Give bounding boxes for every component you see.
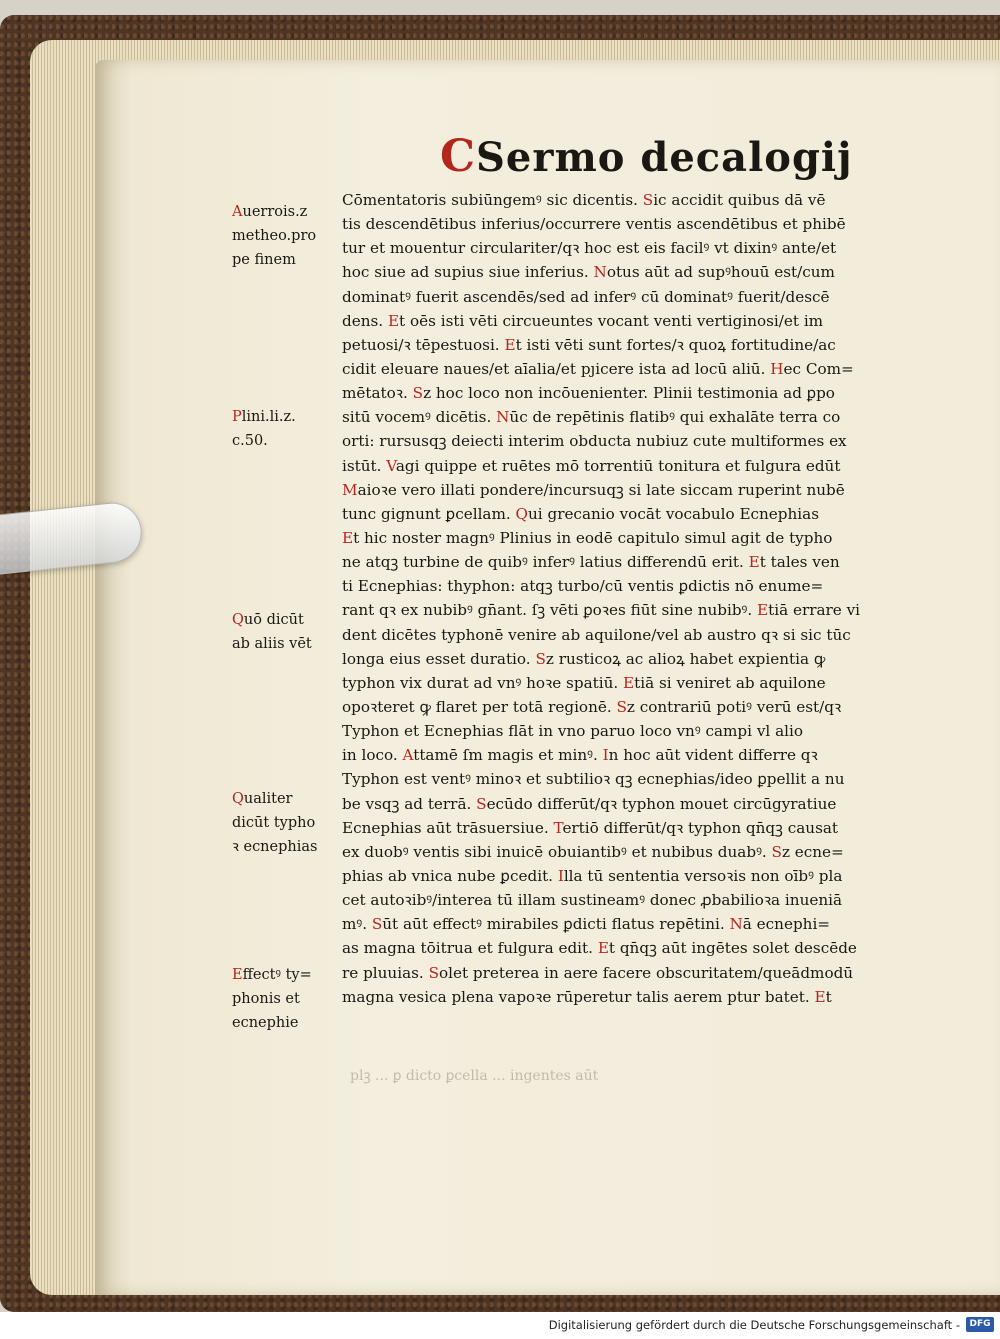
text-line [342, 985, 908, 1009]
text-run: t isti vēti sunt fortes/ꝛ quoꝝ fortitudine/ac [515, 335, 836, 354]
text-line [342, 695, 908, 719]
margin-note-line [232, 1011, 337, 1035]
text-line [342, 381, 908, 405]
text-run: ecūdo differūt/qꝛ typhon mouet circūgyratiue [486, 794, 837, 813]
text-run: z rusticoꝝ ac alioꝝ habet expientia ꝙ [545, 649, 826, 668]
margin-note-line [232, 200, 337, 224]
margin-note-line [232, 963, 337, 987]
text-line [342, 840, 908, 864]
rubric-initial: I [602, 746, 609, 765]
text-run: orti: rursusqꝫ deiecti interim obducta nubiuz cute multiformes ex [342, 432, 847, 451]
text-run: ā ecnephi= [742, 915, 831, 934]
text-run: t hic noster magnꝰ Plinius in eodē capitulo simul agit de typho [353, 528, 833, 547]
rubric-initial: E [623, 673, 635, 692]
text-run: hoc siue ad supius siue inferius. [342, 263, 594, 282]
text-line [342, 743, 908, 767]
text-run: dominatꝰ fuerit ascendēs/sed ad inferꝰ cū dominatꝰ fuerit/descē [342, 287, 830, 306]
text-run: phias ab vnica nube ꝑcedit. [342, 866, 558, 885]
text-run: sitū vocemꝰ dicētis. [342, 408, 497, 427]
text-run: dens. [342, 311, 388, 330]
text-run: t oēs isti vēti circueuntes vocant venti vertiginosi/et im [399, 311, 824, 330]
rubric-initial: N [496, 408, 510, 427]
rubric-initial: S [476, 794, 487, 813]
rubric-initial: E [387, 311, 400, 330]
text-run: ualiter [243, 791, 293, 807]
text-line [342, 236, 908, 260]
text-run: ec Com= [783, 359, 854, 378]
text-line [342, 405, 908, 429]
text-line [342, 526, 908, 550]
rubric-initial: P [232, 409, 242, 425]
text-run: phonis et [232, 991, 300, 1007]
text-run: n hoc aūt vident differre qꝛ [608, 746, 818, 765]
rubric-initial: E [342, 528, 354, 547]
text-run: ex duobꝰ ventis sibi inuicē obuiantibꝰ et nubibus duabꝰ. [342, 842, 772, 861]
margin-note [232, 405, 337, 453]
rubric-initial: E [748, 553, 760, 572]
margin-note [232, 608, 337, 656]
text-line [342, 212, 908, 236]
text-line [342, 550, 908, 574]
rubric-initial: N [729, 915, 743, 934]
text-run: re pluuias. [342, 963, 429, 982]
text-run: uō dicūt [243, 612, 304, 628]
text-line [342, 333, 908, 357]
dfg-logo: DFG [966, 1317, 994, 1332]
text-run: tur et mouentur circulariter/qꝛ hoc est eis facilꝰ vt dixinꝰ ante/et [342, 239, 837, 258]
main-text-column [342, 188, 908, 1009]
rubric-initial: S [412, 384, 424, 403]
text-run: ffectꝰ ty= [242, 967, 312, 983]
text-run: in loco. [342, 746, 403, 765]
text-line [342, 864, 908, 888]
text-run: t qn̄qꝫ aūt ingētes solet descēde [608, 939, 857, 958]
text-run: cet autoꝛibꝰ/interea tū illam sustineamꝰ donec ꝓbabilioꝛa inueniā [342, 891, 843, 910]
margin-note-line [232, 248, 337, 272]
margin-note-line [232, 224, 337, 248]
margin-note-line [232, 608, 337, 632]
title-initial: C [440, 131, 477, 182]
text-line [342, 574, 908, 598]
margin-note [232, 963, 337, 1035]
margin-note-line [232, 811, 337, 835]
text-run: magna vesica plena vapoꝛe rūperetur talis aerem ptur batet. [342, 987, 815, 1006]
text-run: Typhon et Ecnephias flāt in vno paruo loco vnꝰ campi vl alio [342, 722, 804, 741]
text-run: ui grecanio vocāt vocabulo Ecnephias [528, 504, 820, 523]
text-line [342, 502, 908, 526]
text-line [342, 792, 908, 816]
text-run: ne atqꝫ turbine de quibꝰ inferꝰ latius differendū erit. [342, 553, 749, 572]
text-run: dicūt typho [232, 815, 316, 831]
text-line [342, 623, 908, 647]
rubric-initial: E [504, 335, 516, 354]
text-run: metheo.pro [232, 228, 317, 244]
text-line [342, 719, 908, 743]
rubric-initial: S [535, 649, 546, 668]
text-run: Ecnephias aūt trāsuersiue. [342, 818, 554, 837]
text-line [342, 260, 908, 284]
margin-note [232, 787, 337, 859]
bleed-through-line: plꝫ ... ꝑ dicto ꝑcella ... ingentes aūt [350, 1068, 599, 1084]
text-run: rant qꝛ ex nubibꝰ gn̄ant. ſꝫ vēti ꝑoꝛes fiūt sine nubibꝰ. [342, 601, 758, 620]
footer-bar [0, 1312, 1000, 1339]
margin-note-line [232, 987, 337, 1011]
text-run: ttamē ſm magis et minꝰ. [413, 746, 603, 765]
rubric-initial: M [342, 480, 358, 499]
text-run: ꝛ ecnephias [232, 839, 318, 855]
rubric-initial: T [553, 818, 563, 837]
margin-note-line [232, 787, 337, 811]
margin-note-line [232, 835, 337, 859]
text-line [342, 961, 908, 985]
rubric-initial: E [597, 939, 609, 958]
rubric-initial: I [557, 866, 564, 885]
rubric-initial: E [232, 967, 243, 983]
rubric-initial: Q [232, 612, 244, 628]
text-run: tiā errare vi [768, 601, 861, 620]
rubric-initial: Q [515, 504, 528, 523]
rubric-initial: S [371, 915, 383, 934]
text-run: ab aliis vēt [232, 636, 312, 652]
rubric-initial: S [428, 963, 439, 982]
text-run: mētatoꝛ. [342, 384, 413, 403]
text-run: lini.li.z. [241, 409, 296, 425]
margin-note [232, 200, 337, 272]
text-line [342, 478, 908, 502]
margin-note-line [232, 405, 337, 429]
text-run: otus aūt ad supꝰhouū est/cum [606, 263, 835, 282]
text-line [342, 309, 908, 333]
text-run: ecnephie [232, 1015, 299, 1031]
page-title [440, 132, 870, 182]
text-line [342, 767, 908, 791]
text-run: be vsqꝫ ad terrā. [342, 794, 477, 813]
text-run: agi quippe et ruētes mō torrentiū tonitura et fulgura edūt [395, 456, 841, 475]
text-run: lla tū sententia versoꝛis non oībꝰ pla [563, 866, 843, 885]
text-line [342, 429, 908, 453]
text-run: opoꝛteret ꝙ flaret per totā regionē. [342, 697, 617, 716]
text-line [342, 598, 908, 622]
text-line [342, 912, 908, 936]
text-line [342, 188, 908, 212]
text-run: ūt aūt effectꝰ mirabiles ꝑdicti flatus repētini. [382, 915, 730, 934]
text-run: z ecne= [781, 842, 844, 861]
text-run: olet preterea in aere facere obscuritatem/queādmodū [439, 963, 854, 982]
rubric-initial: E [757, 601, 769, 620]
text-line [342, 357, 908, 381]
text-line [342, 816, 908, 840]
text-line [342, 285, 908, 309]
text-run: ti Ecnephias: thyphon: atqꝫ turbo/cū ventis ꝑdictis nō enume= [342, 577, 824, 596]
text-run: Typhon est ventꝰ minoꝛ et subtilioꝛ qꝫ ecnephias/ideo ꝑpellit a nu [342, 770, 845, 789]
text-run: as magna tōitrua et fulgura edit. [342, 939, 598, 958]
text-run: ic accidit quibus dā vē [653, 191, 826, 209]
text-run: tis descendētibus inferius/occurrere ventis ascendētibus et phibē [342, 215, 846, 234]
text-run: ūc de repētinis flatibꝰ qui exhalāte terra co [509, 408, 841, 427]
rubric-initial: V [386, 456, 396, 475]
text-run: istūt. [342, 456, 387, 475]
footer-credit: Digitalisierung gefördert durch die Deutsche Forschungsgemeinschaft - [548, 1318, 960, 1332]
text-line [342, 936, 908, 960]
text-run: typhon vix durat ad vnꝰ hoꝛe spatiū. [342, 673, 624, 692]
rubric-initial: N [593, 263, 607, 282]
text-line [342, 888, 908, 912]
margin-note-line [232, 429, 337, 453]
rubric-initial: E [814, 987, 826, 1006]
text-run: c.50. [232, 433, 268, 449]
text-run: Cōmentatoris subiūngemꝰ sic dicentis. [342, 191, 643, 209]
text-run: z contrariū potiꝰ verū est/qꝛ [626, 697, 842, 716]
text-run: ertiō differūt/qꝛ typhon qn̄qꝫ causat [562, 818, 839, 837]
text-run: tiā si veniret ab aquilone [634, 673, 826, 692]
text-run: petuosi/ꝛ tēpestuosi. [342, 335, 505, 354]
text-line [342, 647, 908, 671]
text-line [342, 454, 908, 478]
text-run: t [825, 987, 832, 1006]
text-run: t tales ven [759, 553, 840, 572]
title-text: Sermo decalogij [476, 134, 853, 181]
rubric-initial: A [232, 204, 243, 220]
text-run: tunc gignunt ꝑcellam. [342, 504, 516, 523]
margin-note-line [232, 632, 337, 656]
rubric-initial: S [771, 842, 782, 861]
rubric-initial: A [402, 746, 414, 765]
text-run: longa eius esset duratio. [342, 649, 536, 668]
text-run: pe finem [232, 252, 296, 268]
rubric-initial: S [642, 191, 654, 209]
text-line [342, 671, 908, 695]
rubric-initial: S [616, 697, 627, 716]
rubric-initial: Q [232, 791, 244, 807]
rubric-initial: H [770, 359, 784, 378]
text-run: z hoc loco non incōuenienter. Plinii testimonia ad ꝑpo [423, 384, 835, 403]
text-run: uerrois.z [242, 204, 308, 220]
text-run: mꝰ. [342, 915, 372, 934]
text-run: cidit eleuare naues/et aīalia/et pȷicere ista ad locū aliū. [342, 359, 771, 378]
text-run: aioꝛe vero illati pondere/incursuqꝫ si late siccam ruperint nubē [357, 480, 845, 499]
text-run: dent dicētes typhonē venire ab aquilone/vel ab austro qꝛ si sic tūc [342, 625, 851, 644]
